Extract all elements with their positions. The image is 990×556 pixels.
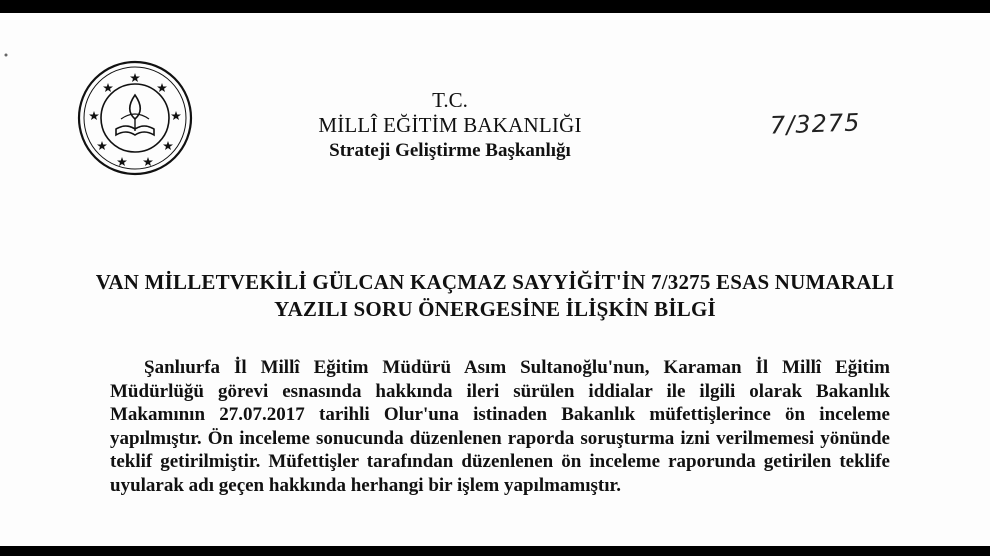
- document-page: [0, 13, 990, 546]
- title-line-1: VAN MİLLETVEKİLİ GÜLCAN KAÇMAZ SAYYİĞİT'İN 7/3275 ESAS NUMARALI: [95, 270, 895, 294]
- letterhead-ministry: MİLLÎ EĞİTİM BAKANLIĞI: [318, 113, 582, 137]
- scan-mark: [2, 51, 10, 59]
- letterhead-department: Strateji Geliştirme Başkanlığı: [329, 140, 571, 161]
- letterhead: [300, 88, 600, 164]
- title-line-2: YAZILI SORU ÖNERGESİNE İLİŞKİN BİLGİ: [274, 297, 716, 321]
- document-body-paragraph: Şanlıurfa İl Millî Eğitim Müdürü Asım Sultanoğlu'nun, Karaman İl Millî Eğitim Müdürlüğü görevi esnasında hakkında ileri sürülen iddialar ile ilgili olarak Bakanlık Makamının 27.07.2017 tarihli Olur'una istinaden Bakanlık müfettişlerince ön inceleme yapılmıştır. Ön inceleme sonucunda düzenlenen raporda soruşturma izni verilmemesi yönünde teklif getirilmiştir. Müfettişler tarafından düzenlenen ön inceleme raporunda getirilen teklife uyularak adı geçen hakkında herhangi bir işlem yapılmamıştır.: [110, 357, 890, 496]
- handwritten-reference-number: 7/3275: [769, 108, 861, 140]
- letterhead-country: T.C.: [432, 88, 468, 112]
- document-title: [60, 269, 930, 323]
- ministry-seal-logo: [76, 59, 194, 177]
